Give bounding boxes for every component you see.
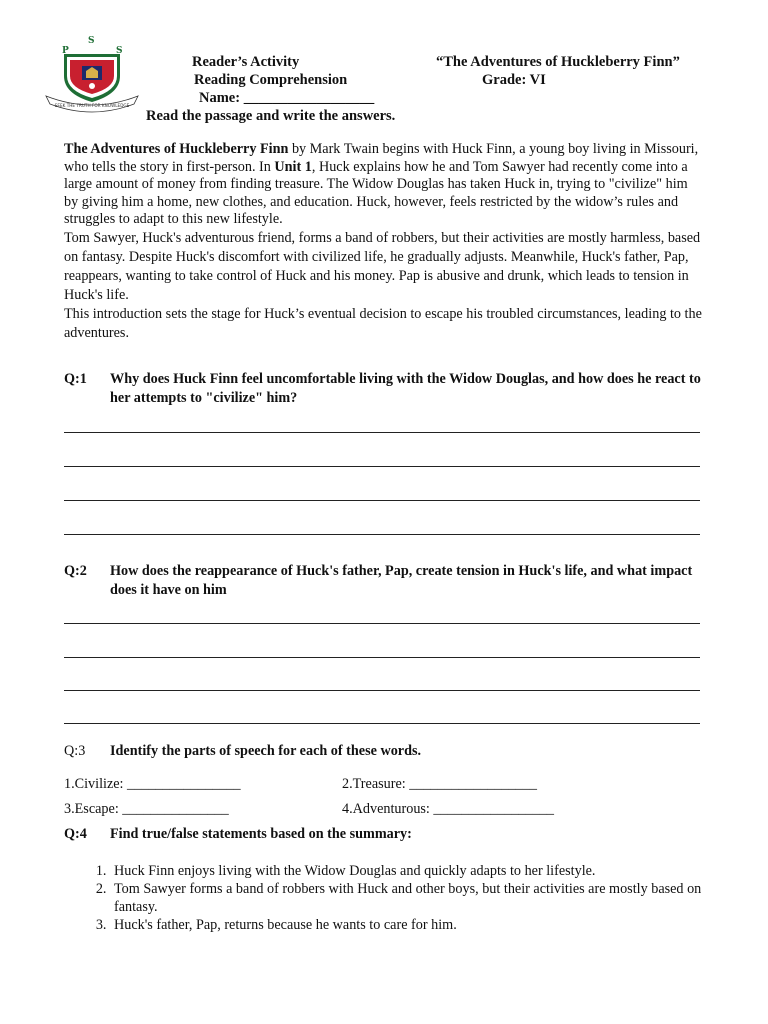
q1-answer-line[interactable] <box>64 432 700 433</box>
reading-passage <box>64 141 704 343</box>
passage-paragraph-1 <box>64 141 704 229</box>
q1-answer-line[interactable] <box>64 500 700 501</box>
pos-item-adventurous[interactable]: 4.Adventurous: _________________ <box>342 801 555 817</box>
activity-label: Reader’s Activity <box>192 54 300 70</box>
logo-letter-p: P <box>62 46 69 56</box>
q2-answer-line[interactable] <box>64 657 700 658</box>
q2-answer-line[interactable] <box>64 623 700 624</box>
q2-number: Q:2 <box>64 563 87 579</box>
q1-answer-line[interactable] <box>64 534 700 535</box>
tf-statement: 1. Huck Finn enjoys living with the Widow Douglas and quickly adapts to her lifestyle. <box>110 862 704 880</box>
q1-answer-line[interactable] <box>64 466 700 467</box>
logo-letter-s1: S <box>88 36 95 46</box>
logo-letter-s2: S <box>116 46 123 56</box>
instruction-text: Read the passage and write the answers. <box>146 108 396 124</box>
pos-item-civilize[interactable]: 1.Civilize: ________________ <box>64 776 241 792</box>
q1-text: Why does Huck Finn feel uncomfortable living with the Widow Douglas, and how does he react to her attempts to "civilize" him? <box>110 371 701 406</box>
logo-ribbon-text: SEEK THE TRUTH FOR KNOWLEDGE <box>54 103 130 108</box>
name-field[interactable]: Name: __________________ <box>199 90 375 106</box>
q3-text: Identify the parts of speech for each of these words. <box>110 743 422 759</box>
q4-text: Find true/false statements based on the summary: <box>110 826 412 842</box>
subject-label: Reading Comprehension <box>194 72 348 88</box>
passage-text: , Huck explains how he and Tom Sawyer had recently come into a large amount of money from finding treasure. The Widow Douglas has taken Huck in, trying to "civilize" him by giving him a home, new clothes, and education. Huck, however, feels restricted by the widow’s rules and struggles to adapt to this new lifestyle. <box>64 158 688 227</box>
q4-number: Q:4 <box>64 826 87 842</box>
tf-statement: 2. Tom Sawyer forms a band of robbers with Huck and other boys, but their activities are mostly based on fantasy. <box>110 880 704 916</box>
q1-number: Q:1 <box>64 371 87 387</box>
q3-number: Q:3 <box>64 743 86 759</box>
q2-answer-line[interactable] <box>64 723 700 724</box>
passage-text: by Mark Twain begins with Huck Finn, a young boy living in Missouri, who tells the story in first-person. In <box>64 141 699 175</box>
q2-text: How does the reappearance of Huck's father, Pap, create tension in Huck's life, and what impact does it have on him <box>110 563 693 598</box>
passage-title: The Adventures of Huckleberry Finn <box>64 141 289 157</box>
true-false-list <box>64 862 704 934</box>
q2-answer-line[interactable] <box>64 690 700 691</box>
grade-label: Grade: VI <box>482 72 546 88</box>
passage-paragraph-3: This introduction sets the stage for Huck’s eventual decision to escape his troubled circumstances, leading to the adventures. <box>64 305 702 341</box>
school-logo <box>42 32 142 114</box>
pos-item-treasure[interactable]: 2.Treasure: __________________ <box>342 776 537 792</box>
book-title-header: “The Adventures of Huckleberry Finn” <box>436 54 680 70</box>
passage-paragraph-2: Tom Sawyer, Huck's adventurous friend, forms a band of robbers, but their activities are mostly harmless, based on fantasy. Despite Huck's discomfort with civilized life, he gradually adjusts. Meanwhile, Huck's father, Pap, reappears, wanting to take control of Huck and his money. Pap is abusive and drunk, which leads to tension in Huck's life. <box>64 229 701 303</box>
unit-label: Unit 1 <box>274 158 312 175</box>
tf-statement: 3. Huck's father, Pap, returns because he wants to care for him. <box>110 916 704 934</box>
pos-item-escape[interactable]: 3.Escape: _______________ <box>64 801 229 817</box>
